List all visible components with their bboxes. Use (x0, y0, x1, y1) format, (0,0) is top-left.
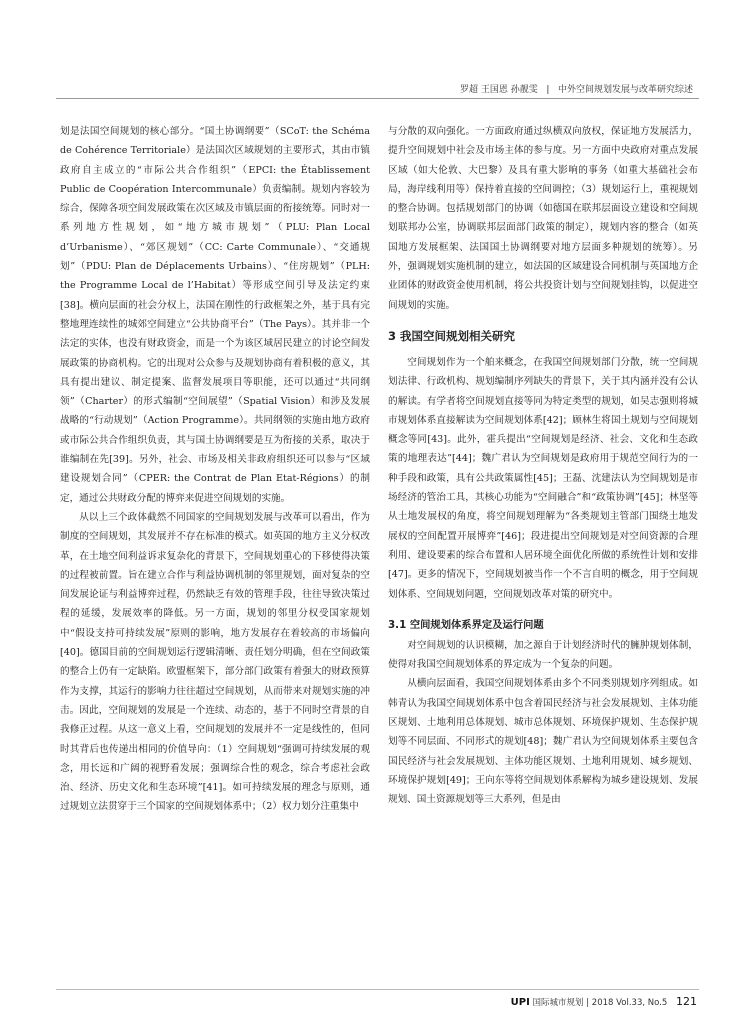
journal-logo: UPI (510, 997, 530, 1008)
journal-issue: 2018 Vol.33, No.5 (591, 998, 668, 1008)
left-paragraph-2: 从以上三个政体截然不同国家的空间规划发展与改革可以看出，作为制度的空间规划，其发展并不存在标准的模式。如英国的地方主义分权改革，在土地空间利益诉求复杂化的背景下，空间规划重心的下移使得决策的过程被前置。旨在建立合作与利益协调机制的邻里规划，面对复杂的空间发展论证与利益博弈过程，仍然缺乏有效的管理手段，往往导致决策过程的延缓，发展效率的降低。另一方面，规划的邻里分权受国家规划中“假设支持可持续发展”原则的影响，地方发展存在着较高的市场偏向[40]。德国目前的空间规划运行逻辑清晰、责任划分明确，但在空间政策的整合上仍有一定缺陷。欧盟框架下，部分部门政策有着强大的财政预算作为支撑，其运行的影响力往往超过空间规划，从而带来对规划实施的冲击。因此，空间规划的发展是一个连续、动态的，基于不同时空背景的自我修正过程。从这一意义上看，空间规划的发展并不一定是线性的，但同时其背后也传递出相同的价值导向：（1）空间规划“强调可持续发展的观念，用长远和广阔的视野看发展；强调综合性的观念，综合考虑社会政治、经济、历史文化和生态环境”[41]。如可持续发展的理念与原则，通过规划立法贯穿于三个国家的空间规划体系中；（2）权力划分注重集中 (60, 511, 370, 813)
page-number: 121 (676, 995, 697, 1008)
right-column (388, 122, 698, 810)
journal-name: 国际城市规划 (532, 998, 584, 1008)
header-authors: 罗超 王国恩 孙靓雯 (460, 85, 538, 95)
section-3-heading: 3 我国空间规划相关研究 (388, 328, 516, 343)
right-paragraph-4: 从横向层面看，我国空间规划体系由多个不同类别规划序列组成。如韩青认为我国空间规划体系中包含着国民经济与社会发展规划、主体功能区规划、土地利用总体规划、城市总体规划、环境保护规划、生态保护规划等不同层面、不同形式的规划[48]；魏广君认为空间规划体系主要包含国民经济与社会发展规划、主体功能区规划、土地利用规划、城乡规划、环境保护规划[49]；王向东等将空间规划体系解构为城乡建设规划、发展规划、国土资源规划等三大系列，但是由 (388, 678, 698, 806)
right-paragraph-3: 对空间规划的认识模糊，加之源自于计划经济时代的臃肿规划体制，使得对我国空间规划体系的界定成为一个复杂的问题。 (388, 639, 698, 671)
left-paragraph-1: 划是法国空间规划的核心部分。“国土协调纲要”（SCoT: the Schéma de Cohérence Territoriale）是法国次区域规划的主要形式，其由市镇政府自主成立的“市际公共合作组织”（EPCI: the Établissement Public de Coopération Intercommunale）负责编制。规划内容较为综合，保障各项空间发展政策在次区域及市镇层面的衔接统筹。同时对一系列地方性规划，如“地方城市规划”（PLU: Plan Local d’Urbanisme）、“郊区规划”（CC: Carte Communale）、“交通规划”（PDU: Plan de Déplacements Urbains）、“住房规划”（PLH: the Programme Local de l’Habitat）等形成空间引导及法定约束[38]。横向层面的社会分权上，法国在刚性的行政框架之外，基于具有完整地理连续性的城郊空间建立“公共协商平台”（The Pays）。其并非一个法定的实体，也没有财政资金，而是一个为该区域居民建立的讨论空间发展政策的协商机构。它的出现对公众参与及规划协商有着积极的意义，其具有提出建议、制定提案、监督发展项目等职能，还可以通过“共同纲领”（Charter）的形式编制“空间展望”（Spatial Vision）和涉及发展战略的“行动规划”（Action Programme）。共同纲领的实施由地方政府或市际公共合作组织负责，其与国土协调纲要是互为衔接的关系，取决于谁编制在先[39]。另外，社会、市场及相关非政府组织还可以参与“区域建设规划合同”（CPER: the Contrat de Plan Etat-Régions）的制定，通过公共财政分配的博弈来促进空间规划的实施。 (60, 126, 370, 504)
header-section-title: 中外空间规划发展与改革研究综述 (557, 85, 693, 95)
left-column (60, 122, 370, 817)
header-rule (56, 98, 699, 99)
running-footer (511, 995, 697, 1008)
footer-rule (56, 989, 699, 990)
right-paragraph-2: 空间规划作为一个舶来概念，在我国空间规划部门分散，统一空间规划法律、行政机构、规划编制序列缺失的背景下，关于其内涵并没有公认的解读。有学者将空间规划直接等同为特定类型的规划，如吴志强则将城市规划体系直接解读为空间规划体系[42]；顾林生将国土规划与空间规划概念等同[43]。此外，霍兵提出“空间规划是经济、社会、文化和生态政策的地理表达”[44]；魏广君认为空间规划是政府用于规范空间行为的一种手段和政策，具有公共政策属性[45]；王磊、沈建法认为空间规划是市场经济的管治工具，其核心功能为“空间融合”和“政策协调”[45]；林坚等从土地发展权的角度，将空间规划理解为“各类规划主管部门围绕土地发展权的空间配置开展博弈”[46]；段进提出空间规划是对空间资源的合理利用、建设要素的综合布置和人居环境全面优化所做的系统性计划和安排[47]。更多的情况下，空间规划被当作一个不言自明的概念，用于空间规划体系、空间规划问题，空间规划改革对策的研究中。 (388, 356, 698, 600)
header-text (460, 82, 693, 95)
running-header (0, 80, 755, 96)
footer-separator: | (586, 998, 590, 1008)
right-paragraph-1: 与分散的双向强化。一方面政府通过纵横双向放权，保证地方发展活力，提升空间规划中社会及市场主体的参与度。另一方面中央政府对重点发展区域（如大伦敦、大巴黎）及具有重大影响的事务（如重大基础社会布局，海岸线利用等）保持着直接的空间调控；（3）规划运行上，重视规划的整合协调。包括规划部门的协调（如德国在联邦层面设立建设和空间规划联邦办公室，协调联邦层面部门政策的制定），规划内容的整合（如英国地方发展框架、法国国土协调纲要对地方层面多种规划的统筹）。另外，强调规划实施机制的建立，如法国的区域建设合同机制与英国地方企业团体的财政资金使用机制，将公共投资计划与空间规划挂钩，以促进空间规划的实施。 (388, 126, 698, 311)
header-separator: | (546, 85, 550, 95)
section-3-1-heading: 3.1 空间规划体系界定及运行问题 (388, 618, 544, 631)
